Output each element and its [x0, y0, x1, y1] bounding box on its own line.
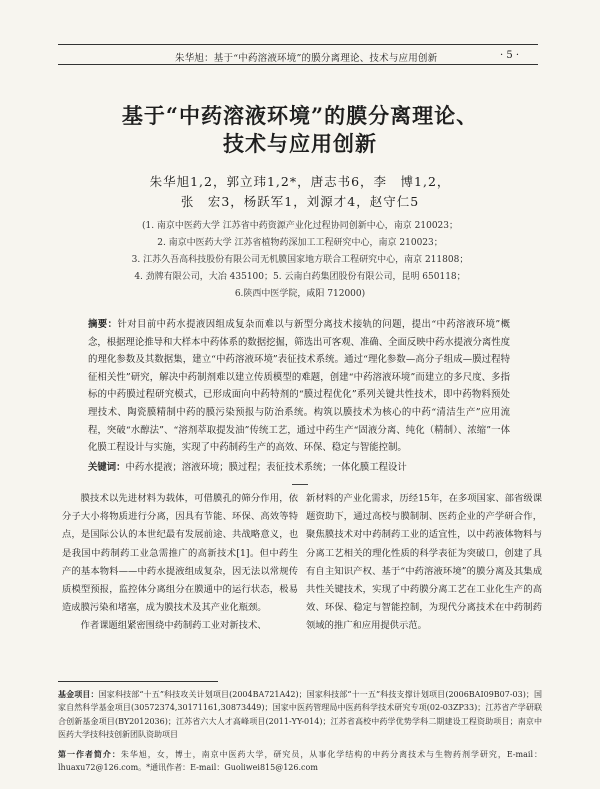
affiliation-4: 4. 劲牌有限公司，大冶 435100；5. 云南白药集团股份有限公司，昆明 650118； — [134, 272, 466, 282]
fund-label: 基金项目： — [58, 689, 99, 699]
affiliation-2: 2. 南京中医药大学 江苏省植物药深加工工程研究中心，南京 210023； — [157, 238, 443, 248]
page-number: · 5 · — [500, 50, 520, 61]
abstract-text: 针对目前中药水提液因组成复杂而难以与新型分离技术接轨的问题，提出“中药溶液环境”概念，根据理论推导和大样本中药体系的数据挖掘，筛选出可客观、准确、全面反映中药水提液分离性度的理化参数及其数据集，建立“中药溶液环境”表征技术系统。通过“理化参数—高分子组成—膜过程特征相关性”研究，解决中药制剂难以建立传质模型的难题，创建“中药溶液环境”而建立的多尺度、多指标的中药膜过程研究模式，已形成面向中药特剂的“膜过程优化”系列关键共性技术，即中药物料预处理技术、陶瓷膜精制中药的膜污染预报与防治系统。构筑以膜技术为核心的中药“清洁生产”应用流程，突破“水醇法”、“溶剂萃取提发油”传统工艺，通过中药生产“固液分离、纯化（精制）、浓缩”一体化膜工程设计与实施，实现了中药制药生产的高效、环保、稳定与智能控制。 — [88, 319, 510, 454]
keywords-text: 中药水提液；溶液环境；膜过程；表征技术系统；一体化膜工程设计 — [125, 462, 407, 473]
keywords — [88, 459, 510, 473]
header-rule-bottom — [58, 64, 538, 65]
abstract — [88, 316, 510, 457]
body-paragraph-3: 新材料的产业化需求，历经15年，在多项国家、部省级课题资助下，通过高校与膜制制、医药企业的产学研合作，聚焦膜技术对中药制药工业的适宜性，以中药液体物料与分离工艺相关的理化性质的科学表征为突破口，创建了具有自主知识产权、基于“中药溶液环境”的膜分离及其集成共性关键技术，实现了中药膜分离工艺在工业化生产的高效、环保、稳定与智能控制，为现代分离技术在中药制药领域的推广和应用提供示范。 — [306, 493, 542, 632]
body-column-left — [62, 490, 298, 636]
title-line-2: 技术与应用创新 — [223, 131, 377, 156]
author-info-text: 朱华旭，女，博士，南京中医药大学，研究员，从事化学结构的中药分离技术与生物药剂学研究，E-mail：lhuaxu72@126.com。*通讯作者：E-mail：Guoliwei815@126.com — [58, 750, 542, 773]
footnote-fund — [58, 688, 542, 742]
footnote-author — [58, 748, 542, 775]
authors-line-1: 朱华旭1,2，郭立玮1,2*，唐志书6，李 博1,2， — [149, 174, 451, 189]
header-rule-top — [58, 44, 538, 45]
running-header: 朱华旭：基于“中药溶液环境”的膜分离理论、技术与应用创新 — [175, 53, 438, 64]
keywords-label: 关键词： — [88, 462, 126, 473]
authors-line-2: 张 宏3，杨跃军1，刘源才4，赵守仁5 — [180, 194, 420, 209]
body-column-right — [306, 490, 542, 636]
fund-text: 国家科技部“十五”科技攻关计划项目(2004BA721A42)；国家科技部“十一五”科技支撑计划项目(2006BAI09B07-03)；国家自然科学基金项目(30572374,30171161,30873449)；国家中医药管理局中医药科学技术研究专项(02-03ZP33)；江苏省产学研联合创新基金项目(BY2012036)；江苏省六大人才高峰项目(2011-YY-014)；江苏省高校中药学优势学科二期建设工程资助项目；南京中医药大学技科技创新团队资助项目 — [58, 690, 542, 740]
body-paragraph-1: 膜技术以先进材料为载体，可借膜孔的筛分作用，依分子大小将物质进行分离，因具有节能、环保、高效等特点，是国际公认的本世纪最有发展前途、共战略意义，也是我国中药制药工业急需推广的高新技术[1]。但中药生产的基本物料——中药水提液组成复杂，因无法以常规传质模型预报，监控体分离组分在膜通中的运行状态，极易造成膜污染和堵塞，成为膜技术及其产业化瓶颈。 — [62, 493, 298, 614]
abstract-label: 摘要： — [88, 319, 118, 330]
affiliation-5: 6.陕西中医学院，咸阳 712000) — [234, 289, 366, 299]
author-info-label: 第一作者简介： — [58, 749, 121, 759]
body-paragraph-2: 作者课题组紧密围绕中药制药工业对新技术、 — [80, 620, 267, 632]
footnote-rule — [58, 681, 218, 682]
title-line-1: 基于“中药溶液环境”的膜分离理论、 — [121, 103, 479, 128]
affiliation-3: 3. 江苏久吾高科技股份有限公司无机膜国家地方联合工程研究中心，南京 211808； — [131, 255, 469, 265]
affiliation-1: (1. 南京中医药大学 江苏省中药资源产业化过程协同创新中心，南京 210023； — [141, 221, 459, 231]
section-divider — [292, 484, 308, 485]
